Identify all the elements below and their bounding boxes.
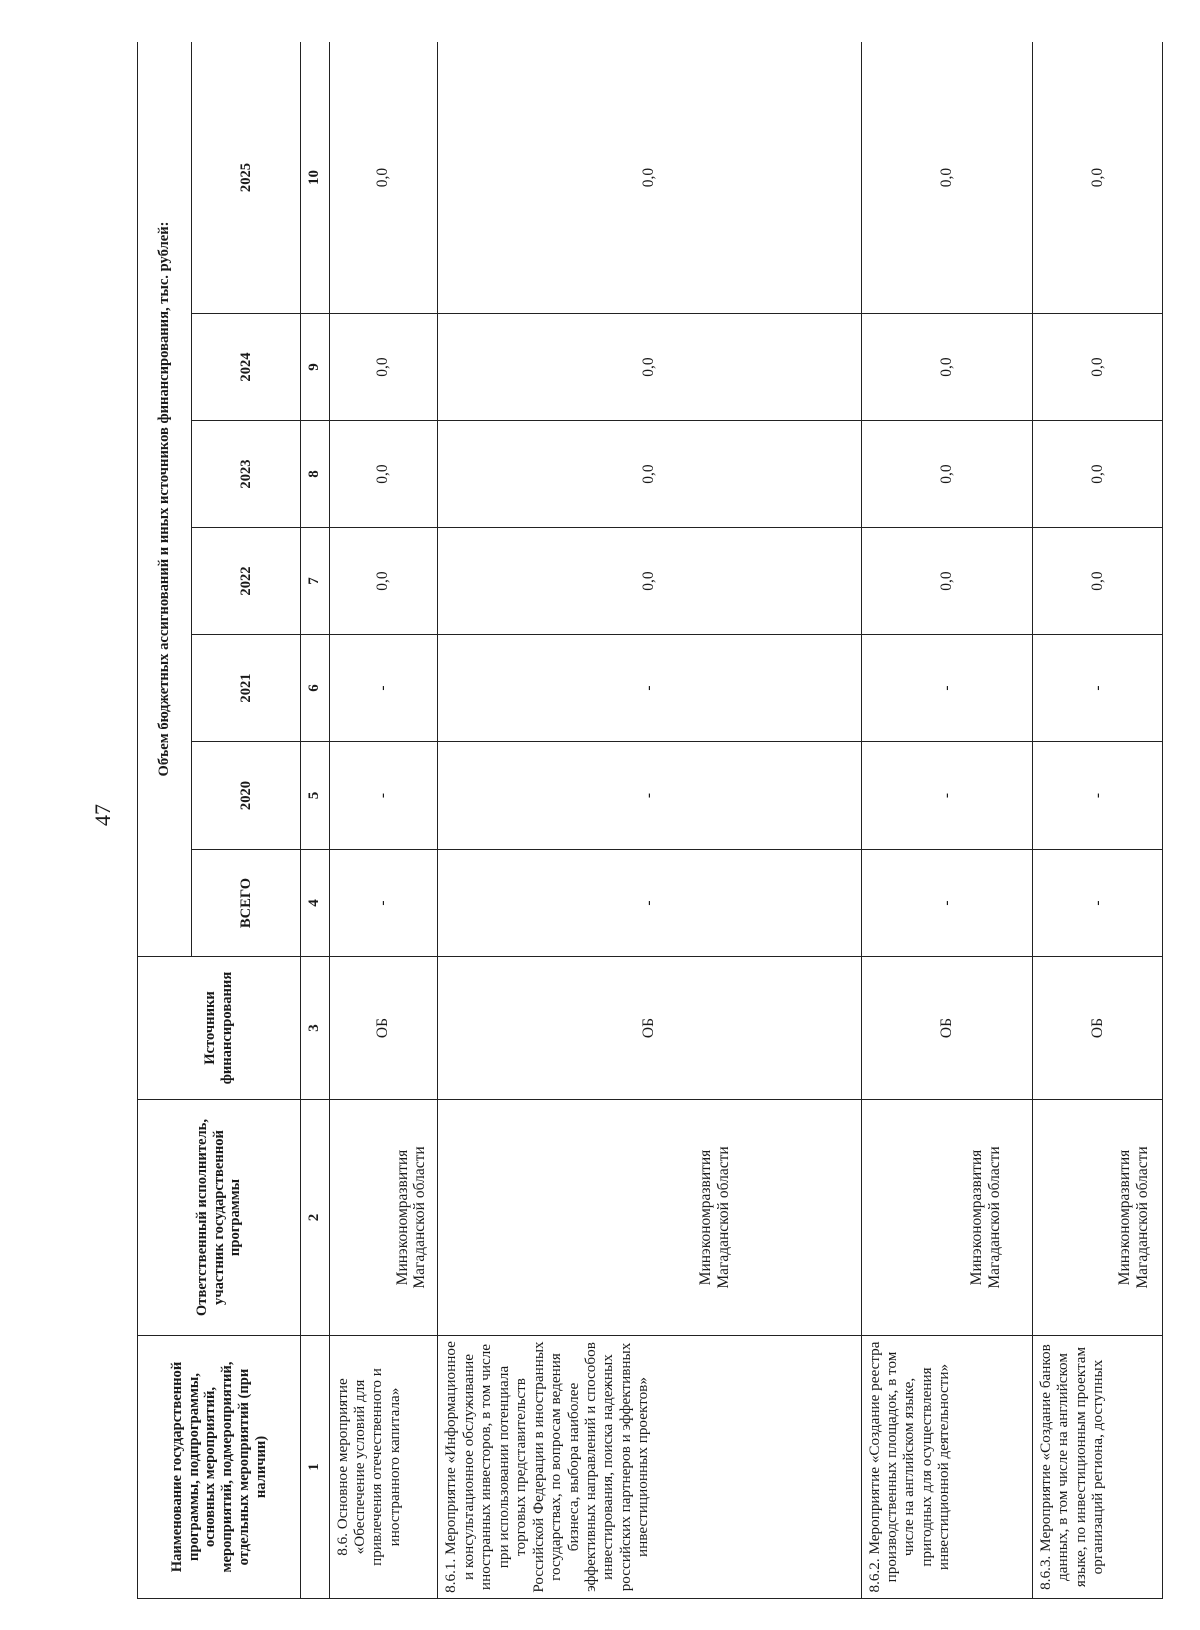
- header-year-2021: 2021: [192, 635, 301, 742]
- header-name: Наименование государственной программы, подпрограммы, основных мероприятий, мероприятий, подмероприятий, отдельных мероприятий (при наличии): [138, 1336, 301, 1599]
- header-year-2022: 2022: [192, 528, 301, 635]
- row-source: ОБ: [1032, 957, 1162, 1100]
- header-year-2025: 2025: [192, 42, 301, 314]
- row-value-2025: 0,0: [329, 42, 438, 314]
- column-number: 2: [301, 1100, 329, 1336]
- row-executor: Минэкономразвития Магаданской области: [329, 1100, 438, 1336]
- row-value-2025: 0,0: [1032, 42, 1162, 314]
- row-value-2022: 0,0: [438, 528, 861, 635]
- row-value-2021: -: [861, 635, 1032, 742]
- column-number: 4: [301, 850, 329, 957]
- row-value-2023: 0,0: [861, 421, 1032, 528]
- row-value-2022: 0,0: [329, 528, 438, 635]
- column-number: 8: [301, 421, 329, 528]
- header-year-2024: 2024: [192, 314, 301, 421]
- row-value-2020: -: [438, 742, 861, 850]
- header-year-2023: 2023: [192, 421, 301, 528]
- column-number: 9: [301, 314, 329, 421]
- row-source: ОБ: [861, 957, 1032, 1100]
- table-row: [1032, 42, 1162, 1599]
- financing-table-frame: [137, 42, 1163, 1599]
- row-value-2024: 0,0: [329, 314, 438, 421]
- row-value-2025: 0,0: [438, 42, 861, 314]
- row-name: 8.6. Основное мероприятие «Обеспечение условий для привлечения отечественного и иностранного капитала»: [329, 1336, 438, 1599]
- column-number: 7: [301, 528, 329, 635]
- column-number: 5: [301, 742, 329, 850]
- row-value-total: -: [861, 850, 1032, 957]
- row-source: ОБ: [438, 957, 861, 1100]
- row-source: ОБ: [329, 957, 438, 1100]
- row-value-2025: 0,0: [861, 42, 1032, 314]
- row-value-2023: 0,0: [438, 421, 861, 528]
- column-number: 6: [301, 635, 329, 742]
- row-executor: Минэкономразвития Магаданской области: [861, 1100, 1032, 1336]
- row-value-2024: 0,0: [438, 314, 861, 421]
- row-value-2021: -: [329, 635, 438, 742]
- table-row: [438, 42, 861, 1599]
- row-value-2021: -: [438, 635, 861, 742]
- row-name: 8.6.3. Мероприятие «Создание банков данных, в том числе на английском языке, по инвестиционным проектам организаций региона, доступных: [1032, 1336, 1162, 1599]
- row-executor: Минэкономразвития Магаданской области: [1032, 1100, 1162, 1336]
- row-value-2023: 0,0: [329, 421, 438, 528]
- row-value-2022: 0,0: [861, 528, 1032, 635]
- header-row-1: [138, 42, 192, 1599]
- row-value-2024: 0,0: [861, 314, 1032, 421]
- column-number: 3: [301, 957, 329, 1100]
- column-number-row: [301, 42, 329, 1599]
- column-number: 10: [301, 42, 329, 314]
- column-number: 1: [301, 1336, 329, 1599]
- rotated-landscape-page: [137, 42, 1163, 1599]
- row-value-total: -: [1032, 850, 1162, 957]
- page-number: 47: [90, 804, 115, 826]
- header-year-2020: 2020: [192, 742, 301, 850]
- row-value-2022: 0,0: [1032, 528, 1162, 635]
- financing-table: [137, 42, 1163, 1599]
- row-value-2023: 0,0: [1032, 421, 1162, 528]
- row-value-2024: 0,0: [1032, 314, 1162, 421]
- row-value-2020: -: [861, 742, 1032, 850]
- row-value-2021: -: [1032, 635, 1162, 742]
- row-value-2020: -: [329, 742, 438, 850]
- table-row: [861, 42, 1032, 1599]
- header-source: Источники финансирования: [138, 957, 301, 1100]
- row-name: 8.6.2. Мероприятие «Создание реестра производственных площадок, в том числе на английском языке, пригодных для осуществления инвестиционной деятельности»: [861, 1336, 1032, 1599]
- header-executor: Ответственный исполнитель, участник государственной программы: [138, 1100, 301, 1336]
- row-value-total: -: [329, 850, 438, 957]
- row-name: 8.6.1. Мероприятие «Информационное и консультационное обслуживание иностранных инвесторов, в том числе при использовании потенциала торговых представительств Российской Федерации в иностранных государствах, по вопросам ведения бизнеса, выбора наиболее эффективных направлений и способов инвестирования, поиска надежных российских партнеров и эффективных инвестиционных проектов»: [438, 1336, 861, 1599]
- row-value-2020: -: [1032, 742, 1162, 850]
- row-value-total: -: [438, 850, 861, 957]
- header-year-total: ВСЕГО: [192, 850, 301, 957]
- row-executor: Минэкономразвития Магаданской области: [438, 1100, 861, 1336]
- table-row: [329, 42, 438, 1599]
- header-volume: Объем бюджетных ассигнований и иных источников финансирования, тыс. рублей:: [138, 42, 192, 957]
